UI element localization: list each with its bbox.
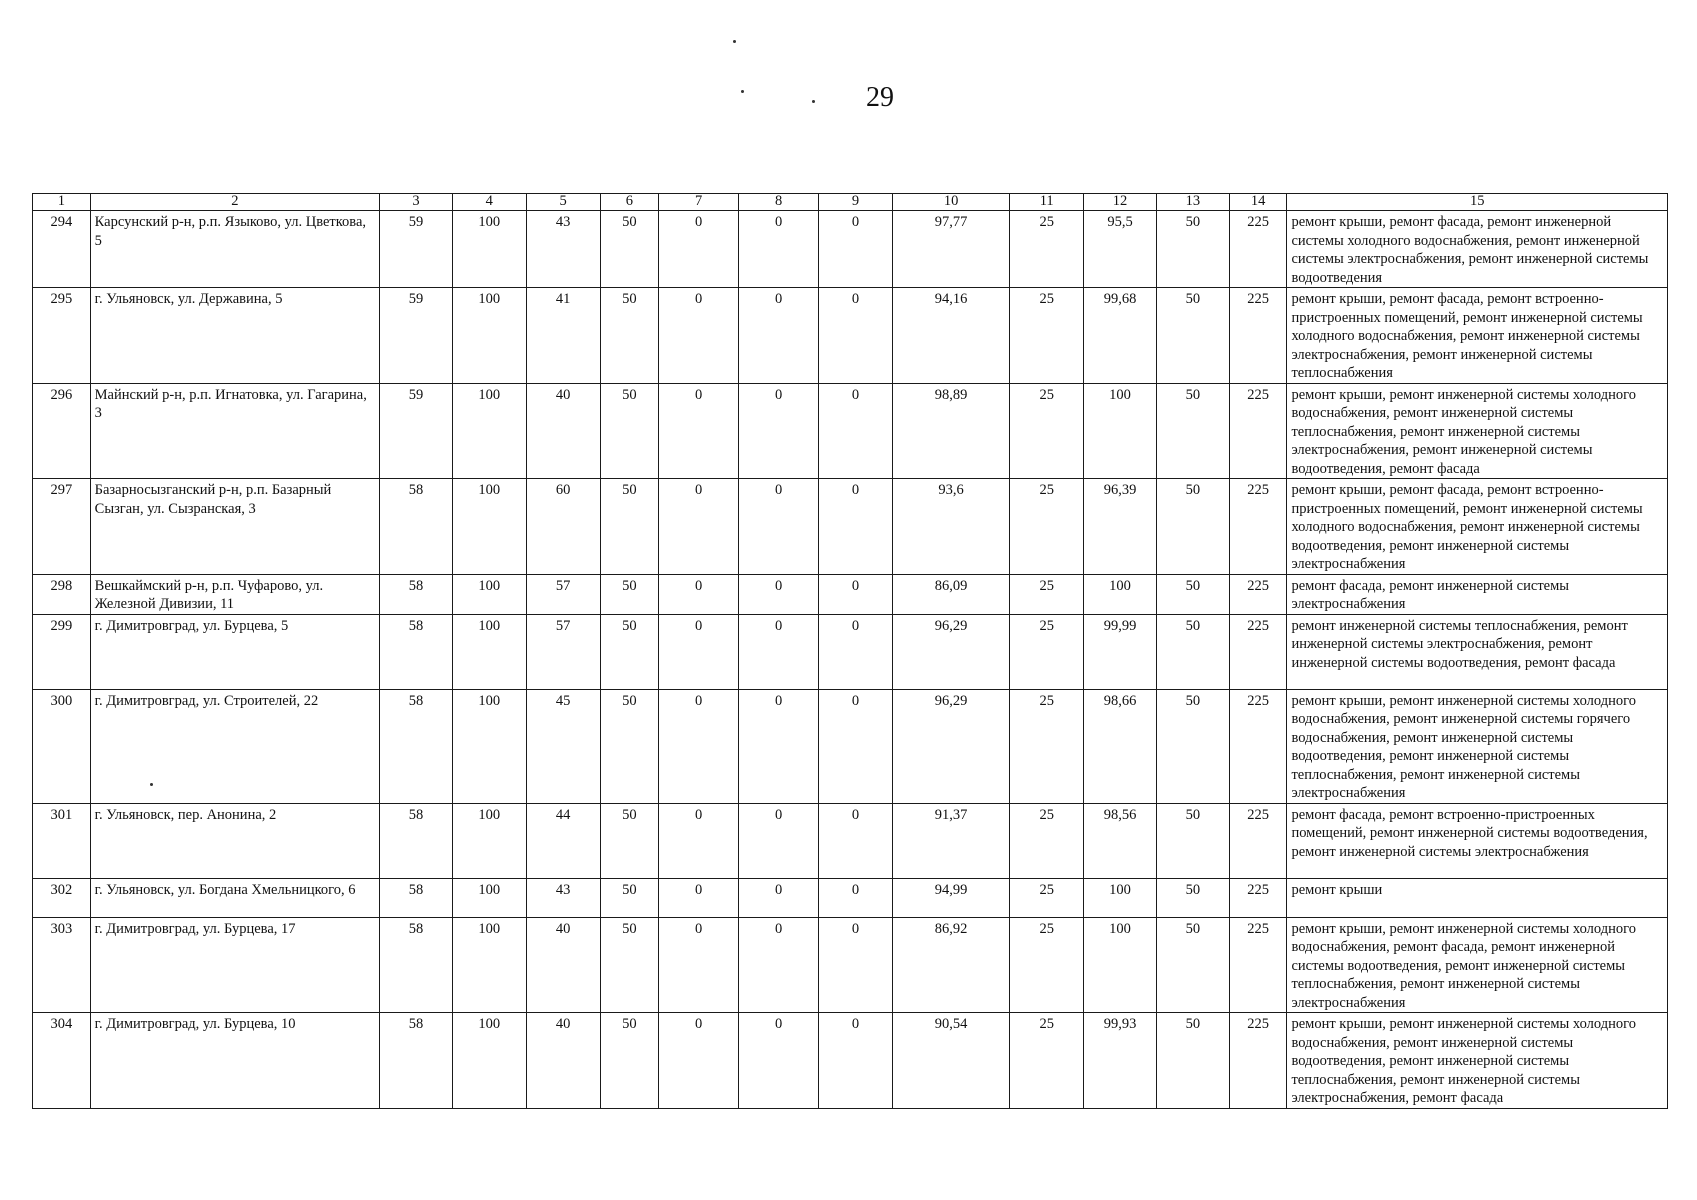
col-4-cell: 100 [452, 1013, 526, 1109]
col-10-cell: 91,37 [892, 803, 1009, 878]
table-row [33, 288, 1668, 384]
table-row [33, 878, 1668, 917]
col-11-cell: 25 [1010, 614, 1084, 689]
col-3-cell: 58 [380, 574, 453, 614]
col-8-cell: 0 [739, 479, 819, 575]
table-row [33, 1013, 1668, 1109]
col-5-cell: 57 [526, 614, 600, 689]
col-12-cell: 100 [1084, 574, 1157, 614]
col-10-cell: 96,29 [892, 614, 1009, 689]
address-cell: Вешкаймский р-н, р.п. Чуфарово, ул. Железной Дивизии, 11 [90, 574, 379, 614]
col-5-cell: 43 [526, 211, 600, 288]
work-types-cell: ремонт крыши, ремонт фасада, ремонт встроенно-пристроенных помещений, ремонт инженерной системы холодного водоснабжения, ремонт инженерной системы электроснабжения, ремонт инженерной системы теплоснабжения [1287, 288, 1668, 384]
col-8-cell: 0 [739, 288, 819, 384]
col-13-cell: 50 [1156, 211, 1229, 288]
col-8-cell: 0 [739, 574, 819, 614]
row-number-cell: 304 [33, 1013, 91, 1109]
work-types-cell: ремонт инженерной системы теплоснабжения, ремонт инженерной системы электроснабжения, ремонт инженерной системы водоотведения, ремонт фасада [1287, 614, 1668, 689]
col-8-cell: 0 [739, 803, 819, 878]
col-6-cell: 50 [600, 803, 659, 878]
col-4-cell: 100 [452, 288, 526, 384]
col-6-cell: 50 [600, 383, 659, 479]
col-10-cell: 86,09 [892, 574, 1009, 614]
row-number-cell: 299 [33, 614, 91, 689]
col-5-cell: 43 [526, 878, 600, 917]
col-13-cell: 50 [1156, 803, 1229, 878]
col-6-cell: 50 [600, 479, 659, 575]
col-8-cell: 0 [739, 878, 819, 917]
col-14-cell: 225 [1229, 614, 1287, 689]
address-cell: Майнский р-н, р.п. Игнатовка, ул. Гагарина, 3 [90, 383, 379, 479]
col-12-cell: 99,68 [1084, 288, 1157, 384]
col-3-cell: 58 [380, 803, 453, 878]
col-7-cell: 0 [659, 614, 739, 689]
column-header-6: 6 [600, 194, 659, 211]
col-4-cell: 100 [452, 574, 526, 614]
col-8-cell: 0 [739, 917, 819, 1013]
col-8-cell: 0 [739, 211, 819, 288]
column-header-1: 1 [33, 194, 91, 211]
col-3-cell: 59 [380, 288, 453, 384]
col-12-cell: 100 [1084, 917, 1157, 1013]
col-13-cell: 50 [1156, 614, 1229, 689]
column-header-9: 9 [819, 194, 893, 211]
column-header-5: 5 [526, 194, 600, 211]
col-3-cell: 58 [380, 479, 453, 575]
page-number: 29 [866, 82, 894, 113]
col-5-cell: 57 [526, 574, 600, 614]
col-9-cell: 0 [819, 211, 893, 288]
work-types-cell: ремонт крыши, ремонт инженерной системы холодного водоснабжения, ремонт инженерной системы горячего водоснабжения, ремонт инженерной системы водоотведения, ремонт инженерной системы теплоснабжения, ремонт инженерной системы электроснабжения [1287, 689, 1668, 803]
col-12-cell: 99,93 [1084, 1013, 1157, 1109]
row-number-cell: 297 [33, 479, 91, 575]
col-7-cell: 0 [659, 689, 739, 803]
col-11-cell: 25 [1010, 211, 1084, 288]
col-12-cell: 98,56 [1084, 803, 1157, 878]
table-row [33, 614, 1668, 689]
col-11-cell: 25 [1010, 479, 1084, 575]
col-13-cell: 50 [1156, 1013, 1229, 1109]
col-6-cell: 50 [600, 689, 659, 803]
col-14-cell: 225 [1229, 689, 1287, 803]
col-3-cell: 59 [380, 383, 453, 479]
work-types-cell: ремонт крыши, ремонт фасада, ремонт встроенно-пристроенных помещений, ремонт инженерной системы холодного водоснабжения, ремонт инженерной системы водоотведения, ремонт инженерной системы электроснабжения [1287, 479, 1668, 575]
col-6-cell: 50 [600, 574, 659, 614]
col-14-cell: 225 [1229, 878, 1287, 917]
col-8-cell: 0 [739, 1013, 819, 1109]
col-9-cell: 0 [819, 383, 893, 479]
col-3-cell: 58 [380, 614, 453, 689]
row-number-cell: 298 [33, 574, 91, 614]
table-row [33, 689, 1668, 803]
column-header-12: 12 [1084, 194, 1157, 211]
col-9-cell: 0 [819, 574, 893, 614]
col-7-cell: 0 [659, 917, 739, 1013]
col-9-cell: 0 [819, 288, 893, 384]
work-types-cell: ремонт фасада, ремонт встроенно-пристроенных помещений, ремонт инженерной системы водоотведения, ремонт инженерной системы электроснабжения [1287, 803, 1668, 878]
work-types-cell: ремонт фасада, ремонт инженерной системы электроснабжения [1287, 574, 1668, 614]
col-9-cell: 0 [819, 878, 893, 917]
repair-table [32, 193, 1668, 1109]
col-14-cell: 225 [1229, 917, 1287, 1013]
col-4-cell: 100 [452, 211, 526, 288]
col-5-cell: 60 [526, 479, 600, 575]
col-11-cell: 25 [1010, 917, 1084, 1013]
col-13-cell: 50 [1156, 917, 1229, 1013]
column-header-8: 8 [739, 194, 819, 211]
col-12-cell: 99,99 [1084, 614, 1157, 689]
col-13-cell: 50 [1156, 288, 1229, 384]
col-10-cell: 90,54 [892, 1013, 1009, 1109]
col-4-cell: 100 [452, 803, 526, 878]
address-cell: г. Димитровград, ул. Строителей, 22 [90, 689, 379, 803]
col-9-cell: 0 [819, 1013, 893, 1109]
col-13-cell: 50 [1156, 574, 1229, 614]
row-number-cell: 301 [33, 803, 91, 878]
column-header-11: 11 [1010, 194, 1084, 211]
scan-speck [741, 90, 744, 93]
column-header-10: 10 [892, 194, 1009, 211]
col-14-cell: 225 [1229, 574, 1287, 614]
col-4-cell: 100 [452, 878, 526, 917]
col-10-cell: 97,77 [892, 211, 1009, 288]
col-4-cell: 100 [452, 917, 526, 1013]
col-12-cell: 96,39 [1084, 479, 1157, 575]
column-header-15: 15 [1287, 194, 1668, 211]
address-cell: Карсунский р-н, р.п. Языково, ул. Цветкова, 5 [90, 211, 379, 288]
col-5-cell: 41 [526, 288, 600, 384]
col-9-cell: 0 [819, 917, 893, 1013]
address-cell: Базарносызганский р-н, р.п. Базарный Сызган, ул. Сызранская, 3 [90, 479, 379, 575]
col-6-cell: 50 [600, 288, 659, 384]
address-cell: г. Димитровград, ул. Бурцева, 17 [90, 917, 379, 1013]
col-6-cell: 50 [600, 211, 659, 288]
col-7-cell: 0 [659, 1013, 739, 1109]
col-13-cell: 50 [1156, 383, 1229, 479]
scan-speck [812, 100, 815, 103]
col-14-cell: 225 [1229, 211, 1287, 288]
col-6-cell: 50 [600, 614, 659, 689]
col-11-cell: 25 [1010, 574, 1084, 614]
col-5-cell: 40 [526, 383, 600, 479]
col-3-cell: 58 [380, 689, 453, 803]
col-10-cell: 98,89 [892, 383, 1009, 479]
col-14-cell: 225 [1229, 803, 1287, 878]
work-types-cell: ремонт крыши, ремонт инженерной системы холодного водоснабжения, ремонт инженерной системы теплоснабжения, ремонт инженерной системы электроснабжения, ремонт инженерной системы водоотведения, ремонт фасада [1287, 383, 1668, 479]
col-10-cell: 86,92 [892, 917, 1009, 1013]
col-3-cell: 58 [380, 1013, 453, 1109]
col-3-cell: 59 [380, 211, 453, 288]
col-7-cell: 0 [659, 574, 739, 614]
col-11-cell: 25 [1010, 1013, 1084, 1109]
col-10-cell: 93,6 [892, 479, 1009, 575]
table-row [33, 211, 1668, 288]
col-11-cell: 25 [1010, 288, 1084, 384]
column-header-3: 3 [380, 194, 453, 211]
col-14-cell: 225 [1229, 1013, 1287, 1109]
col-3-cell: 58 [380, 878, 453, 917]
col-7-cell: 0 [659, 211, 739, 288]
work-types-cell: ремонт крыши [1287, 878, 1668, 917]
row-number-cell: 300 [33, 689, 91, 803]
col-9-cell: 0 [819, 689, 893, 803]
col-11-cell: 25 [1010, 803, 1084, 878]
col-10-cell: 96,29 [892, 689, 1009, 803]
header-row [33, 194, 1668, 211]
table-row [33, 803, 1668, 878]
col-14-cell: 225 [1229, 288, 1287, 384]
col-8-cell: 0 [739, 689, 819, 803]
col-7-cell: 0 [659, 288, 739, 384]
address-cell: г. Ульяновск, ул. Державина, 5 [90, 288, 379, 384]
col-5-cell: 44 [526, 803, 600, 878]
col-7-cell: 0 [659, 803, 739, 878]
col-8-cell: 0 [739, 614, 819, 689]
col-12-cell: 98,66 [1084, 689, 1157, 803]
col-4-cell: 100 [452, 479, 526, 575]
column-header-4: 4 [452, 194, 526, 211]
col-12-cell: 100 [1084, 878, 1157, 917]
col-4-cell: 100 [452, 383, 526, 479]
col-9-cell: 0 [819, 479, 893, 575]
col-5-cell: 40 [526, 917, 600, 1013]
address-cell: г. Ульяновск, ул. Богдана Хмельницкого, 6 [90, 878, 379, 917]
scan-speck [733, 40, 736, 43]
col-6-cell: 50 [600, 1013, 659, 1109]
column-header-13: 13 [1156, 194, 1229, 211]
column-header-7: 7 [659, 194, 739, 211]
col-12-cell: 95,5 [1084, 211, 1157, 288]
col-3-cell: 58 [380, 917, 453, 1013]
table-row [33, 917, 1668, 1013]
work-types-cell: ремонт крыши, ремонт фасада, ремонт инженерной системы холодного водоснабжения, ремонт инженерной системы электроснабжения, ремонт инженерной системы водоотведения [1287, 211, 1668, 288]
column-header-2: 2 [90, 194, 379, 211]
col-4-cell: 100 [452, 689, 526, 803]
table-row [33, 479, 1668, 575]
col-11-cell: 25 [1010, 383, 1084, 479]
table-row [33, 383, 1668, 479]
col-14-cell: 225 [1229, 383, 1287, 479]
col-11-cell: 25 [1010, 689, 1084, 803]
work-types-cell: ремонт крыши, ремонт инженерной системы холодного водоснабжения, ремонт инженерной системы водоотведения, ремонт инженерной системы теплоснабжения, ремонт инженерной системы электроснабжения, ремонт фасада [1287, 1013, 1668, 1109]
address-cell: г. Димитровград, ул. Бурцева, 5 [90, 614, 379, 689]
col-5-cell: 45 [526, 689, 600, 803]
col-13-cell: 50 [1156, 689, 1229, 803]
col-10-cell: 94,16 [892, 288, 1009, 384]
row-number-cell: 294 [33, 211, 91, 288]
col-10-cell: 94,99 [892, 878, 1009, 917]
row-number-cell: 302 [33, 878, 91, 917]
col-11-cell: 25 [1010, 878, 1084, 917]
col-6-cell: 50 [600, 878, 659, 917]
table-body [33, 211, 1668, 1109]
col-13-cell: 50 [1156, 479, 1229, 575]
col-12-cell: 100 [1084, 383, 1157, 479]
row-number-cell: 295 [33, 288, 91, 384]
col-7-cell: 0 [659, 479, 739, 575]
col-9-cell: 0 [819, 614, 893, 689]
row-number-cell: 296 [33, 383, 91, 479]
col-5-cell: 40 [526, 1013, 600, 1109]
address-cell: г. Димитровград, ул. Бурцева, 10 [90, 1013, 379, 1109]
col-9-cell: 0 [819, 803, 893, 878]
col-14-cell: 225 [1229, 479, 1287, 575]
col-6-cell: 50 [600, 917, 659, 1013]
col-4-cell: 100 [452, 614, 526, 689]
column-header-14: 14 [1229, 194, 1287, 211]
table-row [33, 574, 1668, 614]
work-types-cell: ремонт крыши, ремонт инженерной системы холодного водоснабжения, ремонт фасада, ремонт инженерной системы водоотведения, ремонт инженерной системы теплоснабжения, ремонт инженерной системы электроснабжения [1287, 917, 1668, 1013]
col-7-cell: 0 [659, 383, 739, 479]
col-13-cell: 50 [1156, 878, 1229, 917]
row-number-cell: 303 [33, 917, 91, 1013]
col-8-cell: 0 [739, 383, 819, 479]
col-7-cell: 0 [659, 878, 739, 917]
address-cell: г. Ульяновск, пер. Анонина, 2 [90, 803, 379, 878]
